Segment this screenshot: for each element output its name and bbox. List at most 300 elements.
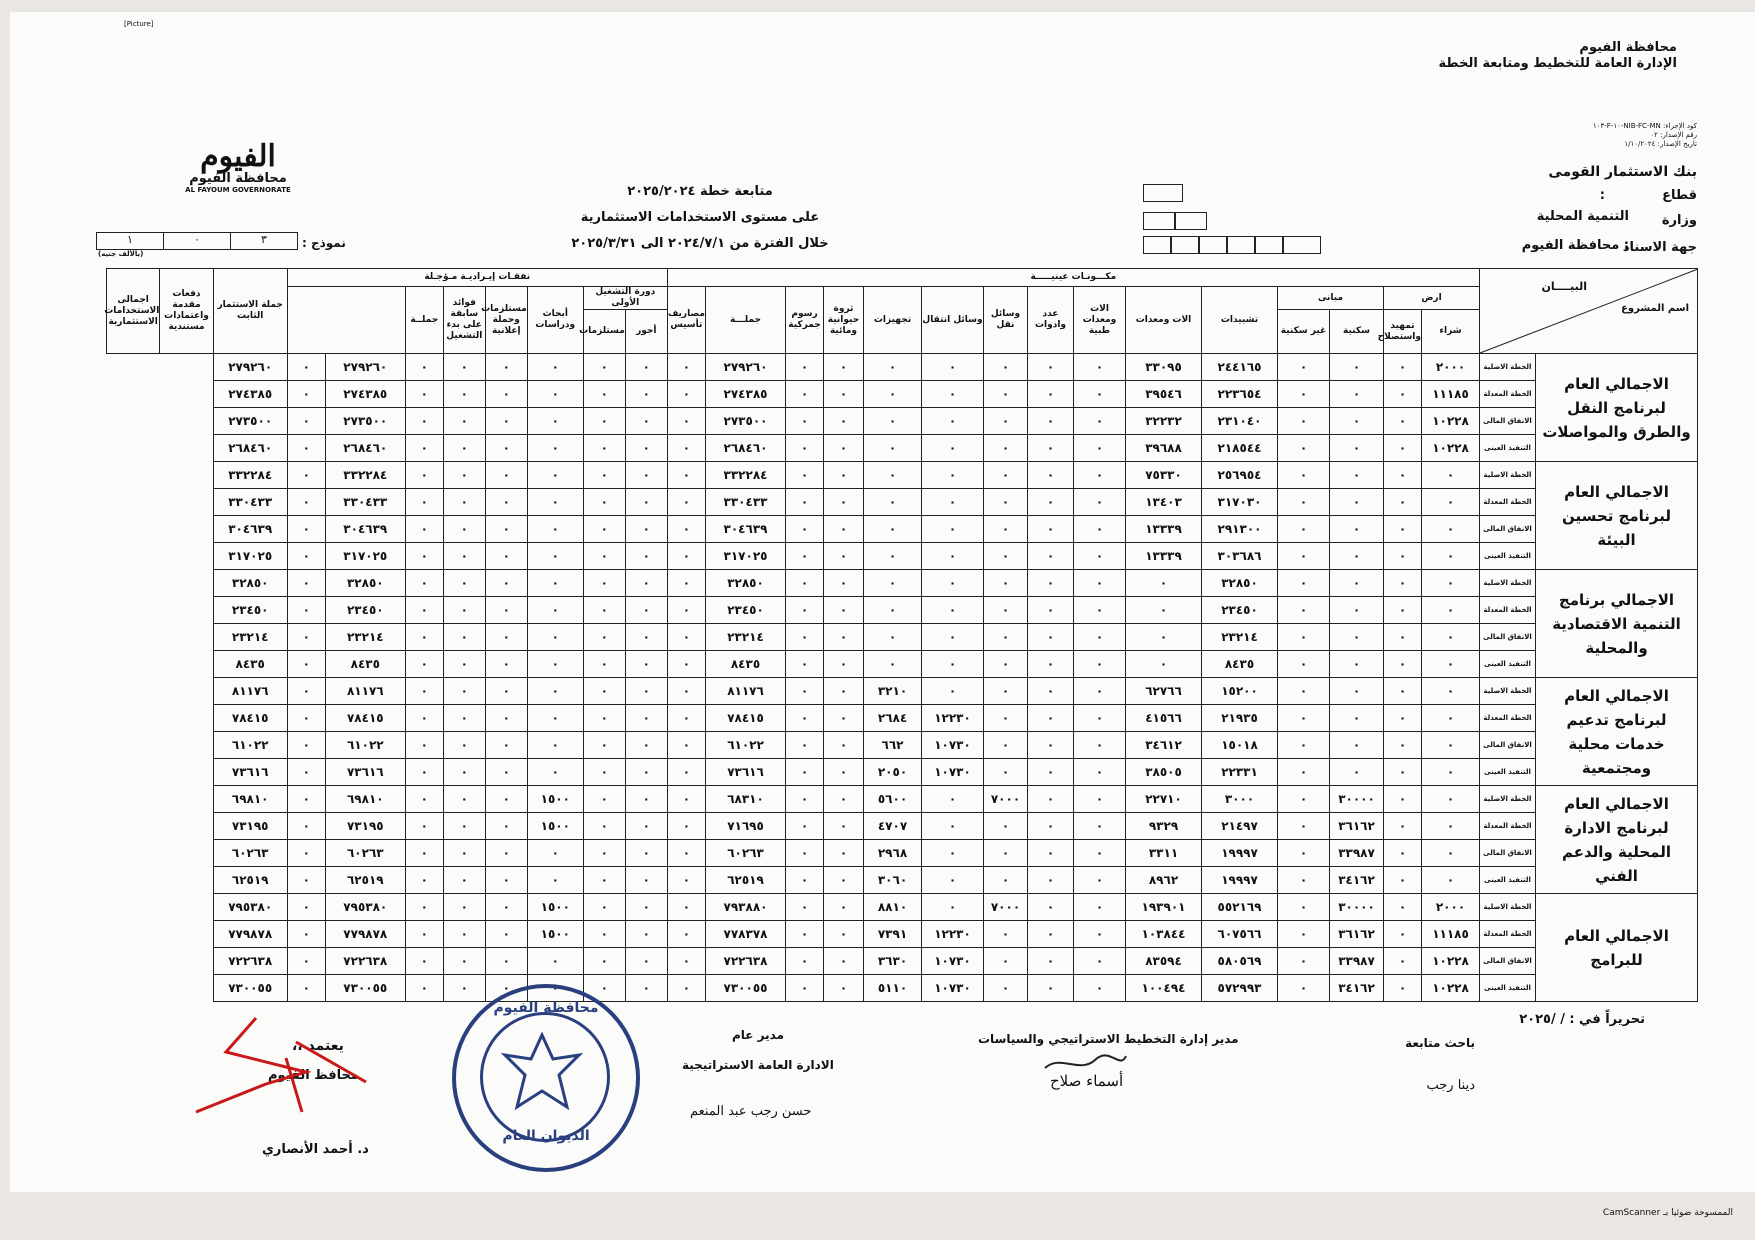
table-cell: ٠ bbox=[864, 381, 922, 408]
table-cell: ٠ bbox=[443, 948, 485, 975]
table-cell: ٠ bbox=[405, 759, 443, 786]
header-statement: البيــــان اسم المشروع bbox=[1480, 269, 1698, 354]
row-type-label: التنفيذ العينى bbox=[1480, 759, 1536, 786]
table-cell: ٣٠٠٠ bbox=[1202, 786, 1278, 813]
table-cell: ٢٧٣٥٠٠ bbox=[325, 408, 405, 435]
table-cell: ٠ bbox=[1074, 516, 1126, 543]
table-cell: ٠ bbox=[1028, 975, 1074, 1002]
table-cell: ٢٧٤٣٨٥ bbox=[325, 381, 405, 408]
table-cell: ٠ bbox=[1330, 678, 1384, 705]
table-cell: ٣٤١٦٢ bbox=[1330, 975, 1384, 1002]
table-cell: ٠ bbox=[405, 570, 443, 597]
table-cell: ٢٣٢١٤ bbox=[706, 624, 786, 651]
scanned-sheet bbox=[10, 12, 1755, 1192]
table-cell: ٠ bbox=[625, 948, 667, 975]
table-cell: ٢٠٠٠ bbox=[1422, 894, 1480, 921]
table-cell: ٠ bbox=[922, 462, 984, 489]
table-cell: ٣٠٣٦٨٦ bbox=[1202, 543, 1278, 570]
table-cell: ٠ bbox=[405, 462, 443, 489]
table-cell: ٤٧٠٧ bbox=[864, 813, 922, 840]
table-cell: ٠ bbox=[625, 867, 667, 894]
table-cell: ١٥٠٠ bbox=[527, 786, 583, 813]
table-cell: ١٥٠٠ bbox=[527, 921, 583, 948]
table-cell: ٠ bbox=[667, 705, 705, 732]
procedure-code: كود الإجراء: NIB-FC-MN-١٠-F-١٠٣ رقم الإصدار: ٠٢ تاريخ الإصدار: ١/١٠/٢٠٢٤ bbox=[1592, 122, 1697, 148]
table-cell: ٠ bbox=[922, 597, 984, 624]
table-cell: ٠ bbox=[984, 624, 1028, 651]
ministry-label: وزارة bbox=[1661, 213, 1697, 228]
table-cell: ٠ bbox=[667, 543, 705, 570]
table-cell: ٠ bbox=[864, 435, 922, 462]
table-cell: ٠ bbox=[1074, 381, 1126, 408]
table-cell: ٠ bbox=[527, 462, 583, 489]
table-cell: ٠ bbox=[583, 462, 625, 489]
table-cell: ٠ bbox=[667, 759, 705, 786]
table-cell: ٢٧٤٣٨٥ bbox=[213, 381, 287, 408]
table-cell: ٠ bbox=[443, 543, 485, 570]
table-cell: ٠ bbox=[984, 678, 1028, 705]
table-cell: ٠ bbox=[527, 975, 583, 1002]
table-cell: ٠ bbox=[786, 408, 824, 435]
table-cell: ٠ bbox=[1028, 435, 1074, 462]
table-cell: ٠ bbox=[786, 516, 824, 543]
table-row bbox=[107, 813, 1698, 840]
table-row bbox=[107, 570, 1698, 597]
table-cell: ٠ bbox=[1028, 759, 1074, 786]
table-cell: ٠ bbox=[1330, 543, 1384, 570]
table-cell: ٠ bbox=[485, 678, 527, 705]
table-cell: ٣٣٠٩٥ bbox=[1126, 354, 1202, 381]
table-cell: ٠ bbox=[922, 624, 984, 651]
table-cell: ٠ bbox=[485, 354, 527, 381]
table-cell: ٠ bbox=[984, 543, 1028, 570]
table-cell: ٠ bbox=[485, 948, 527, 975]
header-fixed: جملة الاستثمار الثابت bbox=[213, 269, 287, 354]
table-cell: ٢٧٩٢٦٠ bbox=[325, 354, 405, 381]
table-cell: ٢٦٨٤٦٠ bbox=[325, 435, 405, 462]
table-cell: ٠ bbox=[1422, 516, 1480, 543]
table-cell: ٢٣٤٥٠ bbox=[325, 597, 405, 624]
table-cell: ٧٨٤١٥ bbox=[213, 705, 287, 732]
table-cell: ٠ bbox=[1278, 840, 1330, 867]
table-cell: ٠ bbox=[1028, 381, 1074, 408]
table-cell: ٠ bbox=[864, 543, 922, 570]
table-cell: ٠ bbox=[405, 381, 443, 408]
table-cell: ٠ bbox=[583, 381, 625, 408]
table-row bbox=[107, 516, 1698, 543]
table-cell: ٠ bbox=[1422, 462, 1480, 489]
table-cell: ٠ bbox=[1074, 705, 1126, 732]
table-cell: ٠ bbox=[984, 813, 1028, 840]
table-cell: ٠ bbox=[625, 894, 667, 921]
table-cell: ٠ bbox=[1028, 813, 1074, 840]
table-cell: ٣٢٨٥٠ bbox=[325, 570, 405, 597]
row-type-label: الخطة المعدلة bbox=[1480, 381, 1536, 408]
table-cell: ٠ bbox=[1330, 381, 1384, 408]
table-cell: ٠ bbox=[1422, 759, 1480, 786]
table-cell: ٠ bbox=[1074, 975, 1126, 1002]
table-cell: ٠ bbox=[1028, 543, 1074, 570]
table-cell: ٠ bbox=[667, 408, 705, 435]
table-row bbox=[107, 651, 1698, 678]
table-cell: ٠ bbox=[405, 867, 443, 894]
table-cell: ٠ bbox=[443, 570, 485, 597]
table-cell: ٠ bbox=[1384, 867, 1422, 894]
table-cell: ٠ bbox=[922, 489, 984, 516]
table-cell: ٧١٦٩٥ bbox=[706, 813, 786, 840]
header-wages: أجور bbox=[625, 310, 667, 354]
table-cell: ٠ bbox=[1278, 948, 1330, 975]
table-cell: ٠ bbox=[1422, 570, 1480, 597]
table-cell: ٠ bbox=[443, 597, 485, 624]
table-cell: ٠ bbox=[1384, 894, 1422, 921]
table-cell: ٣٣٢٢٨٤ bbox=[213, 462, 287, 489]
table-cell: ٠ bbox=[287, 867, 325, 894]
table-row bbox=[107, 381, 1698, 408]
table-cell: ٢٣١٠٤٠ bbox=[1202, 408, 1278, 435]
table-cell: ٠ bbox=[287, 408, 325, 435]
table-cell: ٠ bbox=[583, 489, 625, 516]
table-cell: ٠ bbox=[625, 516, 667, 543]
approve-name: د. أحمد الأنصاري bbox=[262, 1142, 369, 1157]
table-cell: ٨٤٣٥ bbox=[325, 651, 405, 678]
table-cell: ٠ bbox=[786, 543, 824, 570]
table-cell: ٠ bbox=[1278, 570, 1330, 597]
table-cell: ٠ bbox=[527, 840, 583, 867]
code-box bbox=[1143, 236, 1171, 254]
table-cell: ٠ bbox=[527, 624, 583, 651]
table-cell: ٠ bbox=[1422, 786, 1480, 813]
table-cell: ٢٣٢١٤ bbox=[1202, 624, 1278, 651]
table-cell: ٠ bbox=[485, 894, 527, 921]
table-cell: ٨٨١٠ bbox=[864, 894, 922, 921]
table-cell: ٠ bbox=[485, 381, 527, 408]
table-cell: ٢٢٣٦٥٤ bbox=[1202, 381, 1278, 408]
table-cell: ٠ bbox=[1074, 570, 1126, 597]
table-cell: ٢٦٨٤ bbox=[864, 705, 922, 732]
table-cell: ٠ bbox=[1278, 435, 1330, 462]
table-cell: ٧٣٦١٦ bbox=[706, 759, 786, 786]
table-cell: ٠ bbox=[824, 489, 864, 516]
table-cell: ٠ bbox=[984, 948, 1028, 975]
table-cell: ٠ bbox=[824, 435, 864, 462]
table-cell: ٠ bbox=[287, 786, 325, 813]
code-box bbox=[1227, 236, 1255, 254]
table-cell: ٧٣٠٠٥٥ bbox=[325, 975, 405, 1002]
table-cell: ٧٨٤١٥ bbox=[325, 705, 405, 732]
table-cell: ٠ bbox=[1126, 597, 1202, 624]
table-cell: ٦٠٢٦٣ bbox=[213, 840, 287, 867]
table-cell: ١١١٨٥ bbox=[1422, 921, 1480, 948]
table-cell: ٠ bbox=[583, 651, 625, 678]
header-construction: تشييدات bbox=[1202, 287, 1278, 354]
table-cell: ١٩٣٩٠١ bbox=[1126, 894, 1202, 921]
table-cell: ٠ bbox=[405, 597, 443, 624]
table-cell: ٠ bbox=[1384, 813, 1422, 840]
table-cell: ٠ bbox=[405, 489, 443, 516]
table-cell: ٠ bbox=[984, 516, 1028, 543]
header-residential: سكنية bbox=[1330, 310, 1384, 354]
table-cell: ٠ bbox=[485, 813, 527, 840]
table-cell: ٠ bbox=[405, 408, 443, 435]
table-cell: ٠ bbox=[583, 759, 625, 786]
mgr2-title: مدير عام bbox=[732, 1028, 785, 1042]
table-cell: ٠ bbox=[786, 624, 824, 651]
table-cell: ٣٣٠٤٣٣ bbox=[706, 489, 786, 516]
table-cell: ٠ bbox=[625, 921, 667, 948]
table-cell: ٠ bbox=[443, 408, 485, 435]
row-type-label: الخطة المعدلة bbox=[1480, 489, 1536, 516]
row-type-label: الانفاق المالى bbox=[1480, 840, 1536, 867]
table-cell: ٠ bbox=[1422, 624, 1480, 651]
table-cell: ٠ bbox=[922, 354, 984, 381]
table-cell: ٠ bbox=[1278, 759, 1330, 786]
table-cell: ٠ bbox=[1074, 678, 1126, 705]
table-cell: ٠ bbox=[1028, 516, 1074, 543]
table-row bbox=[107, 786, 1698, 813]
program-name: الاجمالي برنامج التنمية الاقتصادية والمحلية bbox=[1536, 570, 1698, 678]
table-cell: ١٠٢٢٨ bbox=[1422, 948, 1480, 975]
table-cell: ٠ bbox=[443, 462, 485, 489]
program-name: الاجمالي العام لبرنامج تحسين البيئة bbox=[1536, 462, 1698, 570]
table-cell: ٠ bbox=[405, 894, 443, 921]
table-cell: ٠ bbox=[1422, 651, 1480, 678]
table-cell: ٠ bbox=[667, 570, 705, 597]
table-cell: ٧٥٣٣٠ bbox=[1126, 462, 1202, 489]
table-cell: ٠ bbox=[667, 597, 705, 624]
header-land: ارض bbox=[1384, 287, 1480, 310]
table-cell: ٠ bbox=[667, 921, 705, 948]
table-cell: ٠ bbox=[922, 570, 984, 597]
table-cell: ٠ bbox=[287, 813, 325, 840]
table-cell: ٠ bbox=[1028, 732, 1074, 759]
table-cell: ٠ bbox=[485, 597, 527, 624]
table-cell: ٠ bbox=[1384, 597, 1422, 624]
table-cell: ٠ bbox=[287, 354, 325, 381]
units-note: (بالألف جنيه) bbox=[98, 250, 144, 258]
table-cell: ٠ bbox=[824, 894, 864, 921]
table-cell: ٠ bbox=[527, 489, 583, 516]
table-cell: ٠ bbox=[1278, 624, 1330, 651]
row-type-label: الخطة المعدلة bbox=[1480, 813, 1536, 840]
table-cell: ٠ bbox=[786, 975, 824, 1002]
table-cell: ٣٩٥٤٦ bbox=[1126, 381, 1202, 408]
table-cell: ٠ bbox=[625, 624, 667, 651]
table-cell: ٦٢٥١٩ bbox=[706, 867, 786, 894]
table-cell: ٠ bbox=[287, 732, 325, 759]
date-value: / /٢٠٢٥ bbox=[1519, 1012, 1565, 1027]
table-cell: ٤١٥٦٦ bbox=[1126, 705, 1202, 732]
table-row bbox=[107, 894, 1698, 921]
table-cell: ٠ bbox=[667, 489, 705, 516]
table-cell: ١٢٢٣٠ bbox=[922, 921, 984, 948]
table-cell: ٠ bbox=[824, 408, 864, 435]
table-cell: ٣١٧٠٣٠ bbox=[1202, 489, 1278, 516]
table-cell: ٠ bbox=[443, 840, 485, 867]
table-cell: ٠ bbox=[1074, 786, 1126, 813]
table-cell: ٠ bbox=[405, 705, 443, 732]
table-cell: ٠ bbox=[984, 489, 1028, 516]
table-row bbox=[107, 489, 1698, 516]
table-cell: ٠ bbox=[1384, 516, 1422, 543]
table-cell: ٣٠٦٠ bbox=[864, 867, 922, 894]
sector-value: : bbox=[1599, 188, 1605, 203]
table-cell: ٠ bbox=[1278, 705, 1330, 732]
table-cell: ٣٦١٦٢ bbox=[1330, 813, 1384, 840]
table-cell: ٢١٤٩٧ bbox=[1202, 813, 1278, 840]
table-cell: ٠ bbox=[443, 624, 485, 651]
table-cell: ٣٤٦١٢ bbox=[1126, 732, 1202, 759]
table-cell: ٠ bbox=[1126, 651, 1202, 678]
table-cell: ٠ bbox=[405, 651, 443, 678]
table-cell: ٢٢٧١٠ bbox=[1126, 786, 1202, 813]
table-cell: ٠ bbox=[625, 759, 667, 786]
row-type-label: التنفيذ العينى bbox=[1480, 543, 1536, 570]
table-row bbox=[107, 840, 1698, 867]
table-cell: ٠ bbox=[625, 813, 667, 840]
header-estab: مصاريف تأسيس bbox=[667, 287, 705, 354]
table-cell: ٠ bbox=[1330, 732, 1384, 759]
header-grand: اجمالى الاستخدامات الاستثمارية bbox=[107, 269, 160, 354]
table-cell: ٦١٠٢٢ bbox=[706, 732, 786, 759]
header-customs: رسوم جمركية bbox=[786, 287, 824, 354]
table-cell: ٠ bbox=[1074, 948, 1126, 975]
table-cell: ٠ bbox=[405, 516, 443, 543]
header-transport: وسائل نقل bbox=[984, 287, 1028, 354]
header-machines: الات ومعدات bbox=[1126, 287, 1202, 354]
table-cell: ٠ bbox=[287, 543, 325, 570]
table-cell: ٠ bbox=[287, 597, 325, 624]
table-cell: ٨٤٣٥ bbox=[706, 651, 786, 678]
title-plan: متابعة خطة ٢٠٢٥/٢٠٢٤ bbox=[627, 184, 773, 199]
table-cell: ٦٦٢ bbox=[864, 732, 922, 759]
table-cell: ٠ bbox=[667, 813, 705, 840]
table-cell: ٢٤٤١٦٥ bbox=[1202, 354, 1278, 381]
table-cell: ٠ bbox=[1074, 597, 1126, 624]
table-cell: ٠ bbox=[984, 651, 1028, 678]
table-cell: ٠ bbox=[625, 354, 667, 381]
table-cell: ٧٢٢٦٣٨ bbox=[213, 948, 287, 975]
header-buildings: مبانى bbox=[1278, 287, 1384, 310]
governor-signature bbox=[186, 1012, 386, 1132]
table-cell: ٠ bbox=[786, 759, 824, 786]
program-name: الاجمالي العام للبرامج bbox=[1536, 894, 1698, 1002]
table-cell: ٧٣٦١٦ bbox=[325, 759, 405, 786]
table-cell: ٨١١٧٦ bbox=[706, 678, 786, 705]
code-box bbox=[1255, 236, 1283, 254]
table-cell: ٠ bbox=[443, 678, 485, 705]
table-cell: ٠ bbox=[1074, 354, 1126, 381]
code-box bbox=[1143, 184, 1183, 202]
table-cell: ١٥٢٠٠ bbox=[1202, 678, 1278, 705]
header-tools: عدد وادوات bbox=[1028, 287, 1074, 354]
table-row bbox=[107, 354, 1698, 381]
table-cell: ٠ bbox=[1330, 570, 1384, 597]
code-box bbox=[1175, 212, 1207, 230]
table-cell: ٠ bbox=[1278, 921, 1330, 948]
table-cell: ٠ bbox=[1278, 651, 1330, 678]
table-cell: ٠ bbox=[786, 678, 824, 705]
table-cell: ٠ bbox=[824, 570, 864, 597]
table-cell: ٠ bbox=[1028, 408, 1074, 435]
table-cell: ٧٣١٩٥ bbox=[325, 813, 405, 840]
table-cell: ٠ bbox=[786, 570, 824, 597]
table-cell: ٠ bbox=[485, 516, 527, 543]
table-cell: ٠ bbox=[1074, 867, 1126, 894]
table-cell: ٦٠٢٦٣ bbox=[706, 840, 786, 867]
table-cell: ٠ bbox=[1028, 354, 1074, 381]
table-cell: ٠ bbox=[1126, 624, 1202, 651]
table-cell: ٠ bbox=[1028, 489, 1074, 516]
table-cell: ٠ bbox=[625, 732, 667, 759]
table-cell: ٧٩٥٣٨٠ bbox=[325, 894, 405, 921]
code-box bbox=[1171, 236, 1199, 254]
table-cell: ٠ bbox=[405, 435, 443, 462]
table-cell: ٠ bbox=[625, 678, 667, 705]
table-row bbox=[107, 921, 1698, 948]
row-type-label: الخطة المعدلة bbox=[1480, 597, 1536, 624]
table-cell: ٠ bbox=[1422, 840, 1480, 867]
row-type-label: الخطة الاصلية bbox=[1480, 894, 1536, 921]
table-cell: ٠ bbox=[1074, 624, 1126, 651]
table-cell: ٠ bbox=[1384, 732, 1422, 759]
table-cell: ٠ bbox=[984, 867, 1028, 894]
table-cell: ٠ bbox=[864, 354, 922, 381]
table-cell: ٨٤٣٥ bbox=[213, 651, 287, 678]
camscanner-watermark: الممسوحة ضوئيا بـ CamScanner bbox=[1602, 1208, 1733, 1218]
table-cell: ٣٩٦٨٨ bbox=[1126, 435, 1202, 462]
table-cell: ٧٧٨٣٧٨ bbox=[706, 921, 786, 948]
table-cell: ١٩٩٩٧ bbox=[1202, 840, 1278, 867]
table-cell: ٠ bbox=[443, 354, 485, 381]
code-box bbox=[1199, 236, 1227, 254]
table-cell: ٠ bbox=[667, 840, 705, 867]
table-cell: ٠ bbox=[922, 516, 984, 543]
table-cell: ٦٢٥١٩ bbox=[213, 867, 287, 894]
table-cell: ٠ bbox=[1028, 840, 1074, 867]
table-cell: ٠ bbox=[1278, 543, 1330, 570]
table-row bbox=[107, 678, 1698, 705]
table-cell: ٨١١٧٦ bbox=[213, 678, 287, 705]
table-cell: ٠ bbox=[1422, 732, 1480, 759]
table-cell: ٠ bbox=[1422, 678, 1480, 705]
table-cell: ٠ bbox=[984, 732, 1028, 759]
table-cell: ٠ bbox=[1074, 894, 1126, 921]
table-cell: ٠ bbox=[922, 435, 984, 462]
table-cell: ٠ bbox=[583, 948, 625, 975]
table-cell: ٣٣٩٨٧ bbox=[1330, 840, 1384, 867]
table-cell: ٠ bbox=[583, 894, 625, 921]
table-cell: ٠ bbox=[583, 435, 625, 462]
code-box bbox=[1283, 236, 1321, 254]
table-cell: ٠ bbox=[1074, 840, 1126, 867]
table-cell: ٢٧٣٥٠٠ bbox=[213, 408, 287, 435]
table-cell: ٠ bbox=[667, 516, 705, 543]
table-cell: ٠ bbox=[824, 975, 864, 1002]
table-cell: ٣٢٢٣٢ bbox=[1126, 408, 1202, 435]
table-cell: ٠ bbox=[1278, 894, 1330, 921]
table-cell: ٠ bbox=[485, 435, 527, 462]
table-cell: ٠ bbox=[667, 732, 705, 759]
table-cell: ٠ bbox=[1278, 813, 1330, 840]
code-box bbox=[1143, 212, 1175, 230]
header-components: مكـــونـات عينيـــــة bbox=[667, 269, 1479, 287]
table-cell: ٠ bbox=[625, 489, 667, 516]
table-cell: ٠ bbox=[287, 435, 325, 462]
header-total: جملـــة bbox=[706, 287, 786, 354]
table-cell: ٠ bbox=[1384, 921, 1422, 948]
table-cell: ٠ bbox=[1278, 732, 1330, 759]
